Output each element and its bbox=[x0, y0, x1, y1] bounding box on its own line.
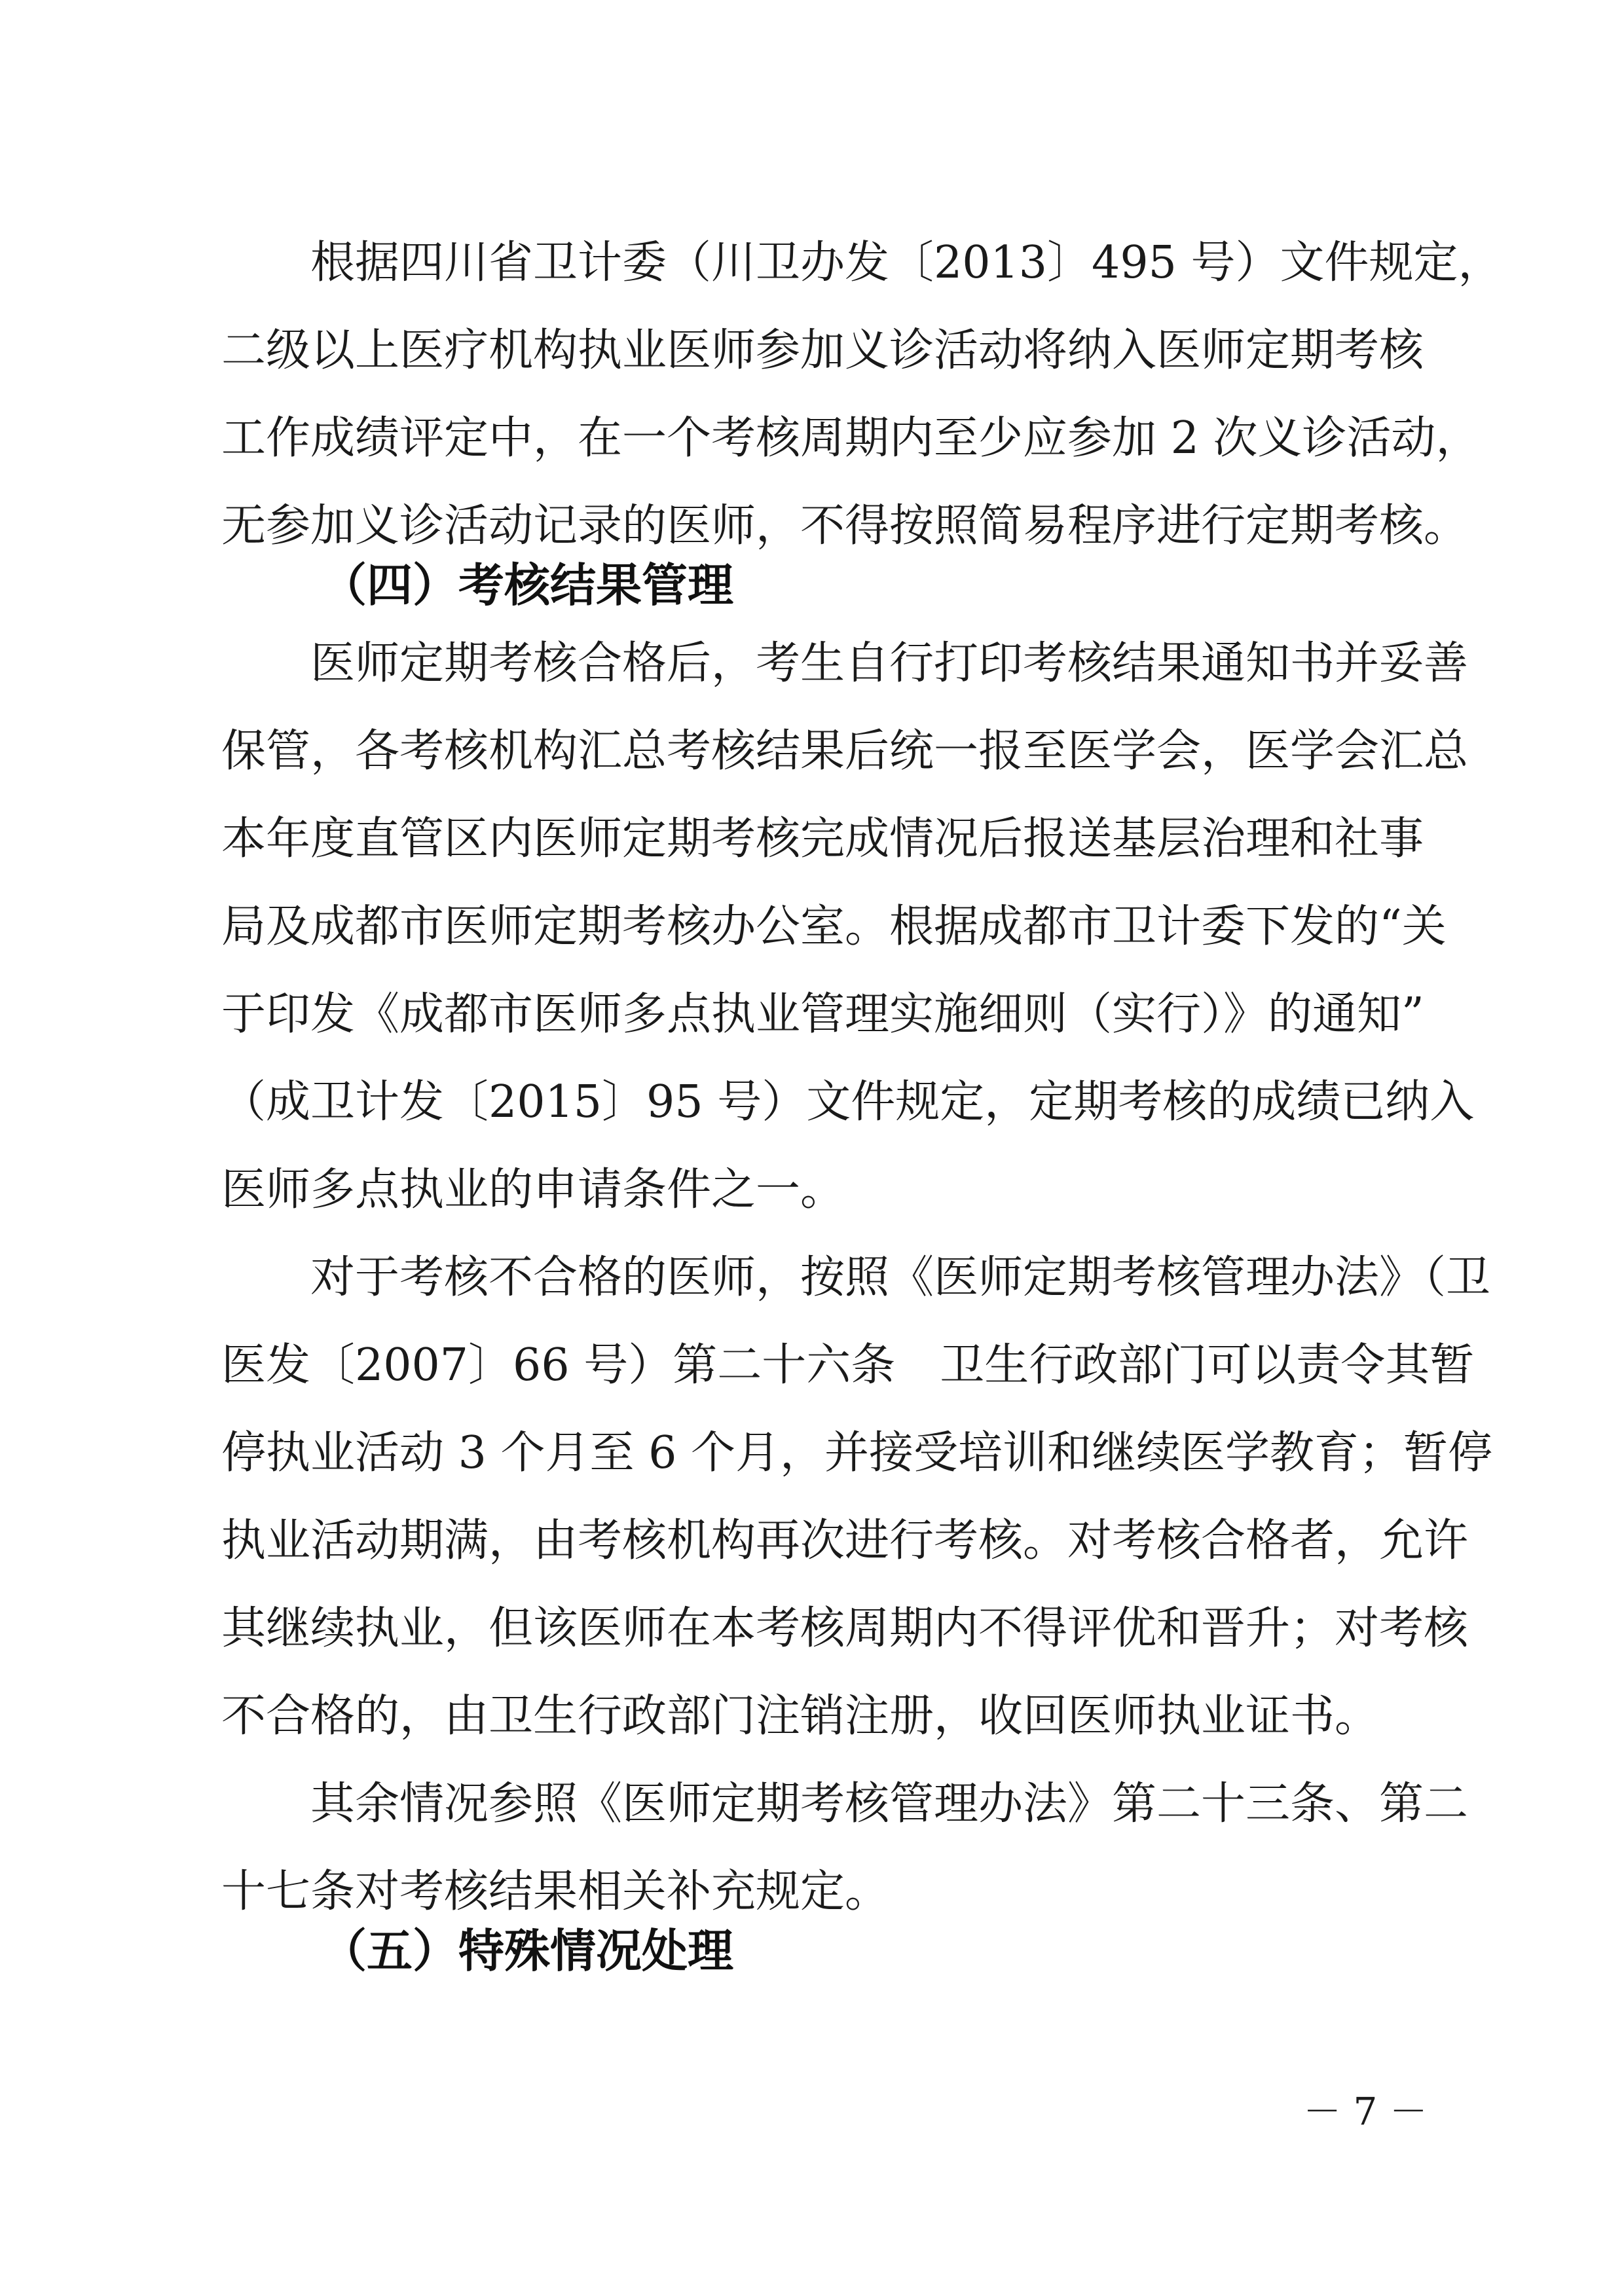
paragraph-2-line-5: 于印发《成都市医师多点执业管理实施细则（实行）》的通知” bbox=[221, 989, 1424, 1040]
paragraph-1-line-3: 工作成绩评定中，在一个考核周期内至少应参加 2 次义诊活动， bbox=[221, 412, 1481, 464]
paragraph-2-line-1: 医师定期考核合格后，考生自行打印考核结果通知书并妥善 bbox=[310, 638, 1469, 689]
paragraph-2-line-6: （成卫计发〔2015〕95 号）文件规定，定期考核的成绩已纳入 bbox=[221, 1076, 1475, 1128]
paragraph-3-line-3: 停执业活动 3 个月至 6 个月，并接受培训和继续医学教育；暂停 bbox=[221, 1427, 1492, 1479]
paragraph-1-line-2: 二级以上医疗机构执业医师参加义诊活动将纳入医师定期考核 bbox=[221, 325, 1424, 376]
paragraph-2-line-4: 局及成都市医师定期考核办公室。根据成都市卫计委下发的“关 bbox=[221, 901, 1447, 953]
paragraph-1-line-1: 根据四川省卫计委（川卫办发〔2013〕495 号）文件规定， bbox=[310, 237, 1503, 289]
section-heading-4: （四）考核结果管理 bbox=[321, 558, 733, 612]
paragraph-2-line-7: 医师多点执业的申请条件之一。 bbox=[221, 1164, 845, 1216]
paragraph-3-line-2: 医发〔2007〕66 号）第二十六条 卫生行政部门可以责令其暂 bbox=[221, 1339, 1475, 1391]
paragraph-2-line-2: 保管，各考核机构汇总考核结果后统一报至医学会，医学会汇总 bbox=[221, 725, 1469, 777]
paragraph-3-line-5: 其继续执业，但该医师在本考核周期内不得评优和晋升；对考核 bbox=[221, 1603, 1469, 1654]
paragraph-2-line-3: 本年度直管区内医师定期考核完成情况后报送基层治理和社事 bbox=[221, 813, 1424, 865]
paragraph-3-line-1: 对于考核不合格的医师，按照《医师定期考核管理办法》（卫 bbox=[310, 1252, 1491, 1303]
paragraph-4-line-1: 其余情况参照《医师定期考核管理办法》第二十三条、第二 bbox=[310, 1778, 1469, 1830]
section-heading-5: （五）特殊情况处理 bbox=[321, 1924, 733, 1978]
paragraph-4-line-2: 十七条对考核结果相关补充规定。 bbox=[221, 1866, 890, 1918]
paragraph-3-line-6: 不合格的，由卫生行政部门注销注册，收回医师执业证书。 bbox=[221, 1690, 1380, 1742]
paragraph-3-line-4: 执业活动期满，由考核机构再次进行考核。对考核合格者，允许 bbox=[221, 1515, 1469, 1567]
page-number: － 7 － bbox=[1303, 2089, 1428, 2134]
paragraph-1-line-4: 无参加义诊活动记录的医师，不得按照简易程序进行定期考核。 bbox=[221, 500, 1469, 552]
